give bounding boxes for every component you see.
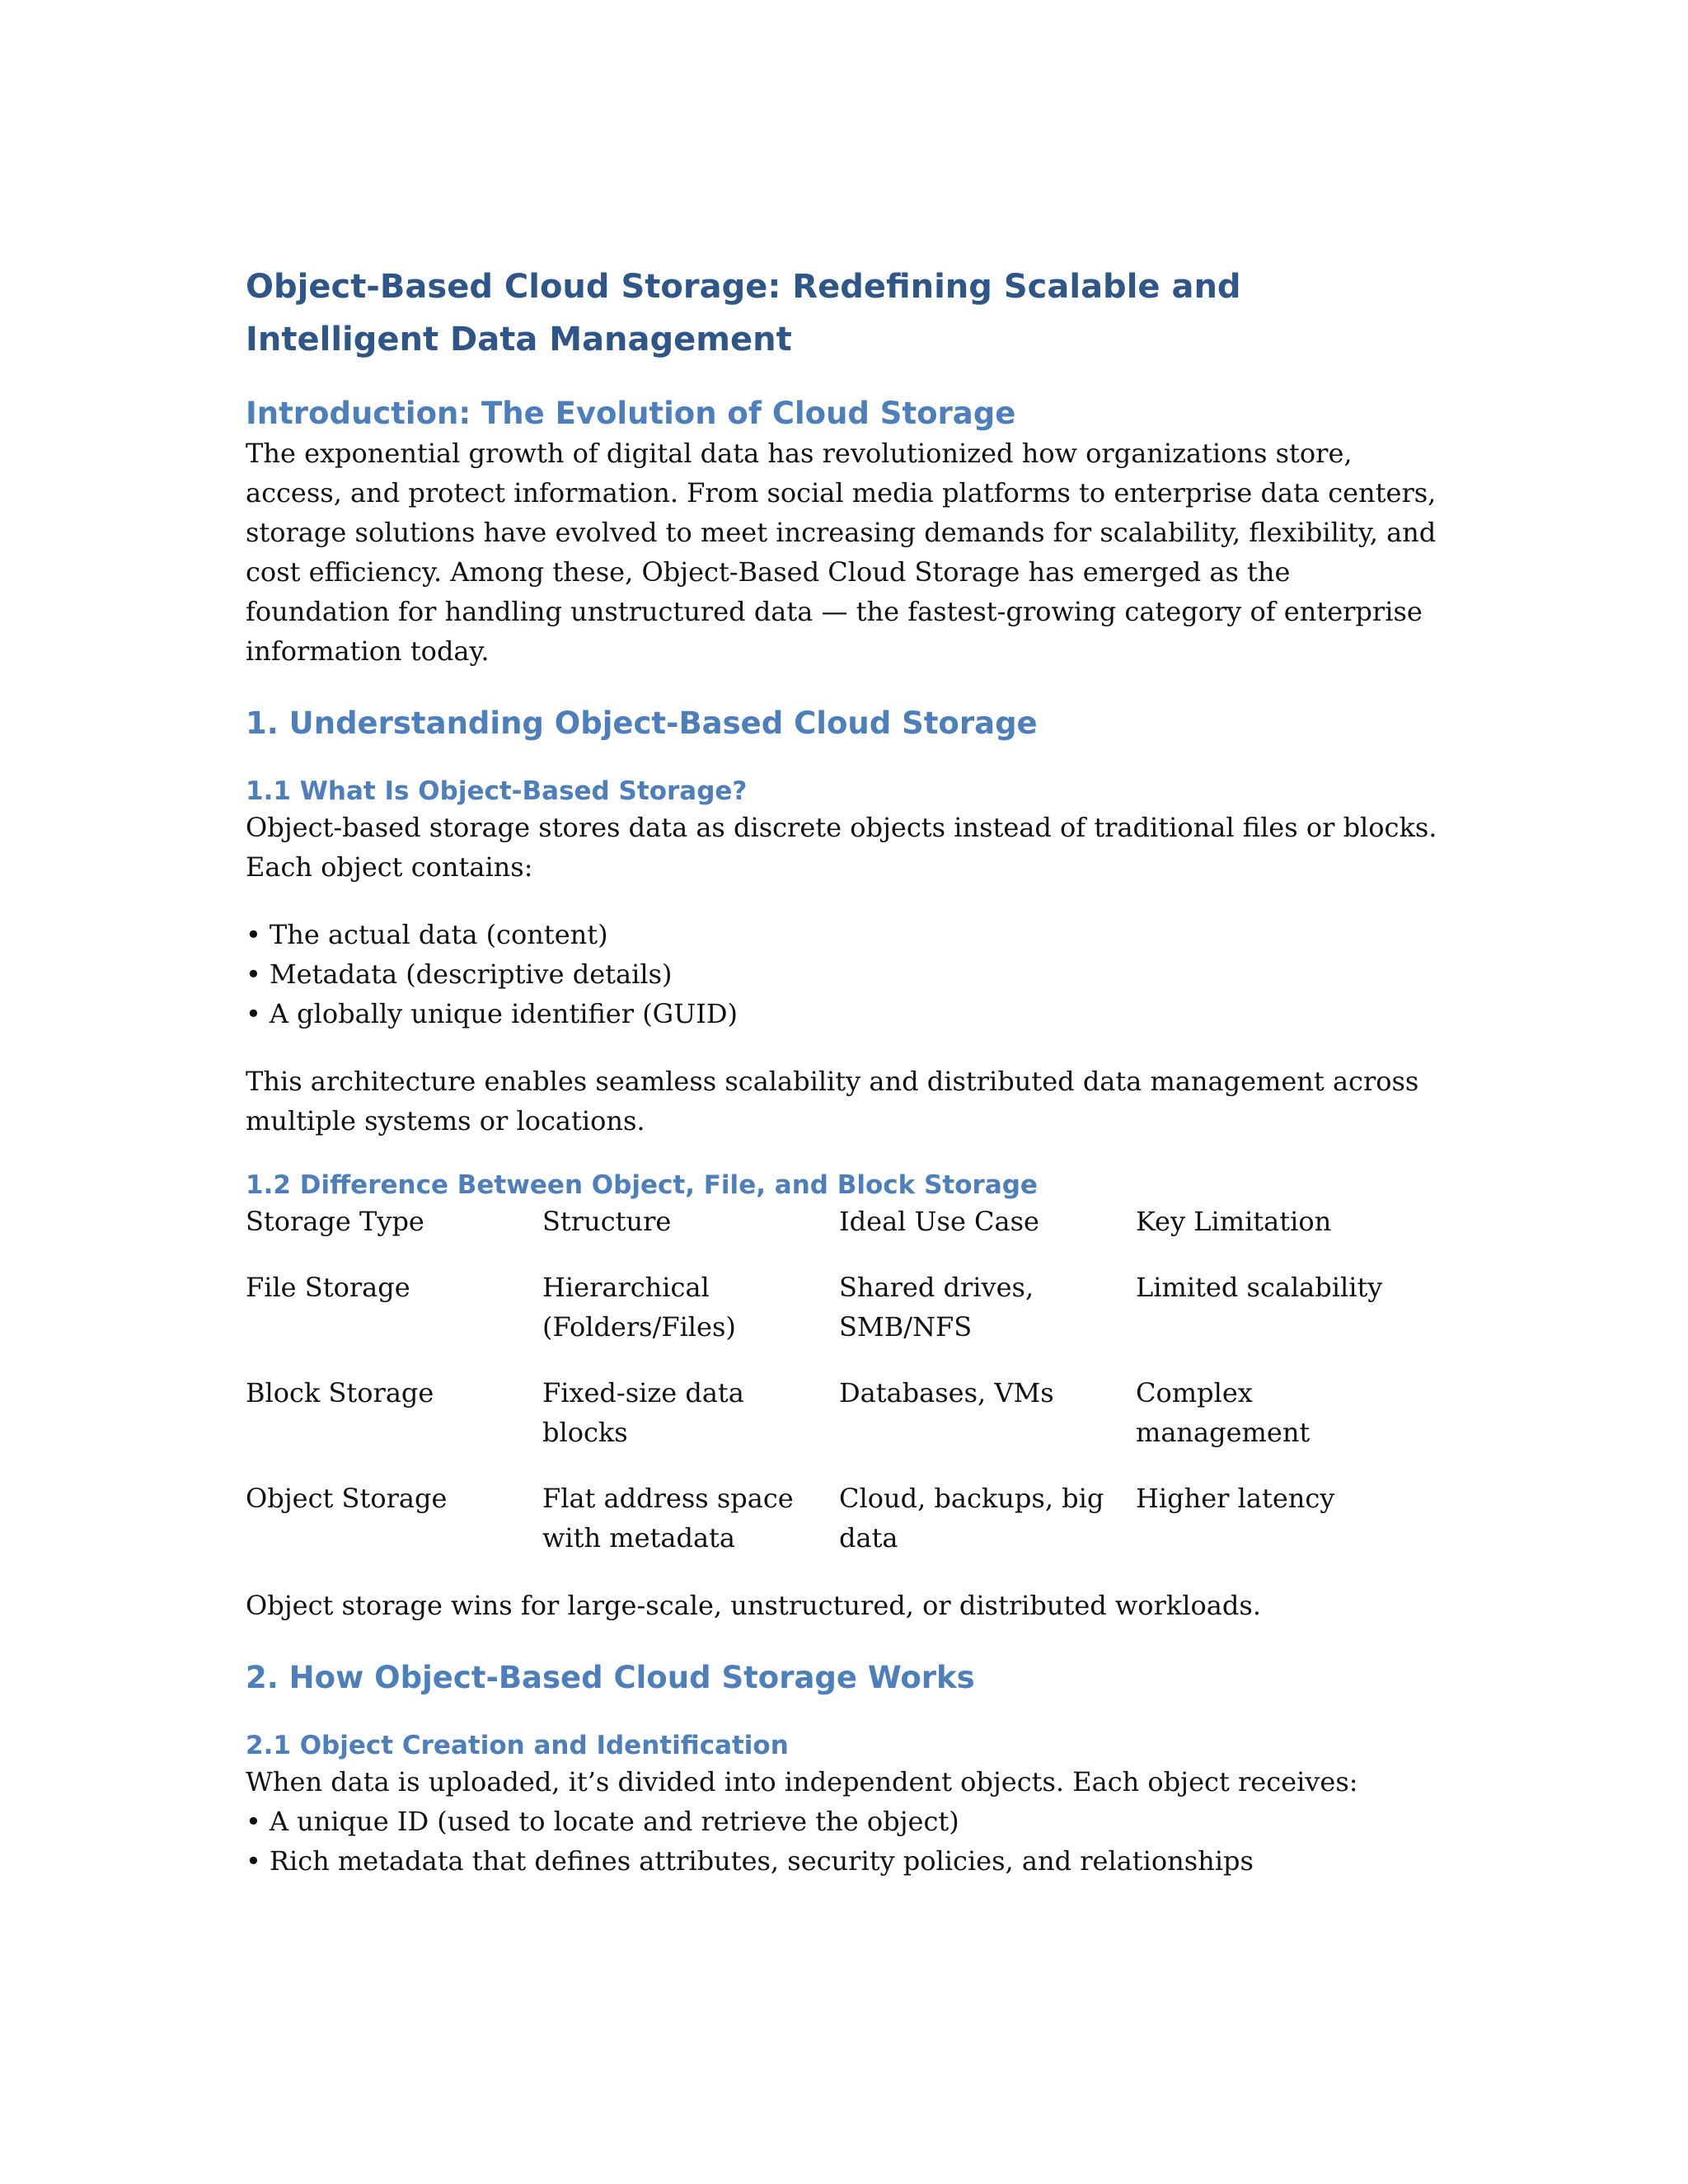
section1-2-heading: 1.2 Difference Between Object, File, and Block Storage xyxy=(246,1170,1038,1200)
list-item: • The actual data (content) xyxy=(246,919,608,950)
bullet-glyph: • xyxy=(246,998,261,1029)
table-cell: Object Storage xyxy=(246,1483,448,1514)
table-cell: Higher latency xyxy=(1136,1483,1335,1514)
list-item: • A globally unique identifier (GUID) xyxy=(246,998,738,1029)
table-row xyxy=(246,1373,1432,1479)
table-cell: Hierarchical (Folders/Files) xyxy=(542,1272,736,1343)
table-cell: File Storage xyxy=(246,1272,410,1303)
intro-heading: Introduction: The Evolution of Cloud Storage xyxy=(246,396,1016,431)
table-cell: Fixed-size data blocks xyxy=(542,1377,744,1448)
section1-heading: 1. Understanding Object-Based Cloud Storage xyxy=(246,705,1038,741)
intro-paragraph: The exponential growth of digital data has revolutionized how organizations store, access, and protect information. From social media platforms to enterprise data centers, storage solutions have evolved to meet increasing demands for scalability, flexibility, and cost efficiency. Among these, Object-Based Cloud Storage has emerged as the foundation for handling unstructured data — the fastest-growing category of enterprise information today. xyxy=(246,438,1437,667)
table-cell: Block Storage xyxy=(246,1377,434,1408)
section1-1-paragraph: Object-based storage stores data as discrete objects instead of traditional files or blocks. Each object contains: xyxy=(246,812,1437,883)
table-cell: Cloud, backups, big data xyxy=(839,1483,1104,1554)
list-item: • Rich metadata that defines attributes, security policies, and relationships xyxy=(246,1845,1254,1877)
section1-1-heading: 1.1 What Is Object-Based Storage? xyxy=(246,776,748,806)
storage-comparison-table xyxy=(246,1202,1432,1558)
section2-heading: 2. How Object-Based Cloud Storage Works xyxy=(246,1660,975,1695)
list-item: • A unique ID (used to locate and retrieve the object) xyxy=(246,1806,959,1837)
table-header-cell: Storage Type xyxy=(246,1206,424,1237)
bullet-glyph: • xyxy=(246,919,261,950)
section2-1-heading: 2.1 Object Creation and Identification xyxy=(246,1731,789,1760)
table-header-row xyxy=(246,1202,1432,1268)
table-row xyxy=(246,1268,1432,1373)
table-cell: Shared drives, SMB/NFS xyxy=(839,1272,1034,1343)
table-cell: Flat address space with metadata xyxy=(542,1483,794,1554)
table-header-cell: Ideal Use Case xyxy=(839,1206,1039,1237)
table-cell: Databases, VMs xyxy=(839,1377,1054,1408)
table-cell: Complex management xyxy=(1136,1377,1311,1448)
table-row xyxy=(246,1479,1432,1558)
object-receives-list xyxy=(246,1802,1441,1881)
table-header-cell: Structure xyxy=(542,1206,672,1237)
object-contents-list xyxy=(246,915,1441,1033)
bullet-glyph: • xyxy=(246,1845,261,1877)
section1-2-closing: Object storage wins for large-scale, unstructured, or distributed workloads. xyxy=(246,1590,1261,1621)
document-title: Object-Based Cloud Storage: Redefining Scalable and Intelligent Data Management xyxy=(246,268,1241,359)
bullet-glyph: • xyxy=(246,1806,261,1837)
bullet-glyph: • xyxy=(246,958,261,990)
document-page xyxy=(246,260,1441,1881)
table-header-cell: Key Limitation xyxy=(1136,1206,1332,1237)
table-cell: Limited scalability xyxy=(1136,1272,1383,1303)
section2-1-paragraph: When data is uploaded, it’s divided into independent objects. Each object receives: xyxy=(246,1766,1358,1797)
section1-1-closing: This architecture enables seamless scalability and distributed data management across multiple systems or locations. xyxy=(246,1066,1419,1137)
list-item: • Metadata (descriptive details) xyxy=(246,958,673,990)
